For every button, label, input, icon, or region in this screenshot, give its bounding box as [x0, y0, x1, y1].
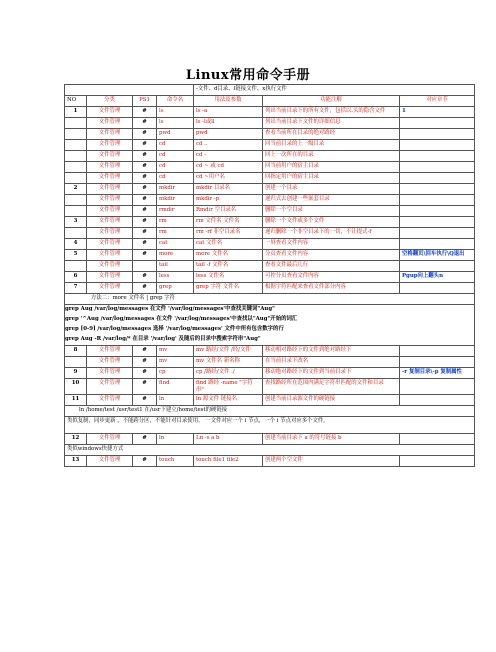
row-chapter — [400, 206, 475, 217]
row-category: 文件管理 — [87, 107, 133, 118]
row-usage: less 文件名 — [194, 272, 263, 283]
row-ps1: # — [133, 239, 157, 250]
row-command: find — [157, 379, 194, 395]
row-description: 列出当前目录下文件的详细信息 — [263, 118, 400, 129]
table-row — [65, 239, 475, 250]
hardlink-note: 类似复制，同步更新 ，不能跨分区，不能针对目录使用。 一文件对应一个 i 节点，一个 i 节点对应多个文件。 — [65, 417, 475, 434]
page-title: Linux常用命令手册 — [185, 68, 311, 83]
row-category: 文件管理 — [87, 140, 133, 151]
row-ps1: # — [133, 346, 157, 357]
row-description: 一屏查看文件内容 — [263, 239, 400, 250]
row-description: 移动绝对路经下的文件到当前目录下 — [263, 368, 400, 379]
row-ps1: # — [133, 357, 157, 368]
row-number: 5 — [65, 250, 87, 261]
row-ps1: # — [133, 129, 157, 140]
row-number — [65, 261, 87, 272]
row-usage: grep 字符 文件名 — [194, 283, 263, 294]
row-number — [65, 140, 87, 151]
row-chapter: -r 复制目录\-p 复制属性 — [400, 368, 475, 379]
row-description: 在当前目录下改名 — [263, 357, 400, 368]
table-row — [65, 456, 475, 467]
table-row — [65, 151, 475, 162]
row-ps1: # — [133, 272, 157, 283]
row-ps1: # — [133, 368, 157, 379]
row-category: 文件管理 — [87, 162, 133, 173]
row-description: 创建两个空文件 — [263, 456, 400, 467]
row-ps1: # — [133, 118, 157, 129]
windows-shortcut-note-row — [65, 445, 475, 456]
column-header: 命令名 — [157, 96, 194, 107]
row-chapter: 空格翻页\回车执行\Q退出 — [400, 250, 475, 261]
row-command: ls — [157, 118, 194, 129]
row-number — [65, 206, 87, 217]
table-row — [65, 395, 475, 406]
row-description: 创建当前目录源文件的硬链接 — [263, 395, 400, 406]
row-chapter — [400, 162, 475, 173]
row-number: 6 — [65, 272, 87, 283]
row-command: mv — [157, 346, 194, 357]
row-category: 文件管理 — [87, 184, 133, 195]
row-usage: cd ~ 或 cd — [194, 162, 263, 173]
row-chapter: Pgup向上翻头n — [400, 272, 475, 283]
row-ps1: # — [133, 456, 157, 467]
row-category: 文件管理 — [87, 206, 133, 217]
row-ps1: # — [133, 184, 157, 195]
row-usage: cat 文件名 — [194, 239, 263, 250]
column-header: NO — [65, 96, 87, 107]
column-header: 对应章节 — [400, 96, 475, 107]
row-usage: mv 路经/文件 /经/文件 — [194, 346, 263, 357]
row-command: cd — [157, 173, 194, 184]
row-chapter — [400, 195, 475, 206]
row-command: grep — [157, 283, 194, 294]
table-row — [65, 162, 475, 173]
row-number — [65, 228, 87, 239]
row-category: 文件管理 — [87, 261, 133, 272]
row-usage: ln 源文件 链接名 — [194, 395, 263, 406]
row-ps1: # — [133, 434, 157, 445]
row-chapter — [400, 357, 475, 368]
row-category: 文件管理 — [87, 217, 133, 228]
row-description: 回当前目录的上一级目录 — [263, 140, 400, 151]
table-row — [65, 368, 475, 379]
row-ps1: # — [133, 395, 157, 406]
row-command: less — [157, 272, 194, 283]
row-command: mkdir — [157, 184, 194, 195]
row-number — [65, 173, 87, 184]
row-description: 可控分页查看文件内容 — [263, 272, 400, 283]
row-number — [65, 129, 87, 140]
row-command: ln — [157, 434, 194, 445]
row-number: 7 — [65, 283, 87, 294]
table-row — [65, 357, 475, 368]
row-chapter — [400, 261, 475, 272]
table-row — [65, 250, 475, 261]
row-chapter — [400, 346, 475, 357]
row-description: 递归删除一个非空目录下的一切，不让提式-f — [263, 228, 400, 239]
row-ps1: # — [133, 107, 157, 118]
row-usage: tail -f 文件名 — [194, 261, 263, 272]
table-row — [65, 129, 475, 140]
column-header: PS1 — [133, 96, 157, 107]
row-chapter: 1 — [400, 107, 475, 118]
grep-example-row — [65, 315, 475, 325]
row-description: 回指定用户的宿主目录 — [263, 173, 400, 184]
row-description: 分页查看文件内容 — [263, 250, 400, 261]
row-number: 4 — [65, 239, 87, 250]
row-number: 9 — [65, 368, 87, 379]
windows-shortcut-note: 类似windows快捷方式 — [65, 445, 475, 456]
table-row — [65, 206, 475, 217]
row-number — [65, 151, 87, 162]
row-usage: rm -rf 非空目录名 — [194, 228, 263, 239]
row-category: 文件管理 — [87, 272, 133, 283]
method-two-note-row — [65, 294, 475, 305]
row-chapter — [400, 456, 475, 467]
row-chapter — [400, 217, 475, 228]
row-ps1 — [133, 261, 157, 272]
row-category: 文件管理 — [87, 151, 133, 162]
row-number: 12 — [65, 434, 87, 445]
row-usage: cd .. — [194, 140, 263, 151]
row-ps1: # — [133, 195, 157, 206]
grep-example-row — [65, 325, 475, 335]
row-usage: Ln -s a b — [194, 434, 263, 445]
column-header: 分类 — [87, 96, 133, 107]
row-category: 文件管理 — [87, 368, 133, 379]
row-command: ln — [157, 395, 194, 406]
row-command: more — [157, 250, 194, 261]
row-chapter — [400, 173, 475, 184]
row-chapter — [400, 129, 475, 140]
row-usage: find 路经 -name "字符串" — [194, 379, 263, 395]
row-chapter — [400, 239, 475, 250]
row-command: tail — [157, 261, 194, 272]
row-number: 1 — [65, 107, 87, 118]
legend-row — [65, 85, 475, 96]
column-header: 用法及参数 — [194, 96, 263, 107]
row-description: 删除一个文件或多个文件 — [263, 217, 400, 228]
row-usage: mkdir -p — [194, 195, 263, 206]
row-command: cd — [157, 140, 194, 151]
row-chapter — [400, 395, 475, 406]
row-usage: more 文件名 — [194, 250, 263, 261]
row-category: 文件管理 — [87, 346, 133, 357]
row-number: 10 — [65, 379, 87, 395]
row-ps1: # — [133, 379, 157, 395]
row-command: cd — [157, 162, 194, 173]
row-number — [65, 357, 87, 368]
command-table-wrapper — [64, 84, 474, 467]
row-description: 查看当前所在目录的绝对路经 — [263, 129, 400, 140]
row-chapter — [400, 283, 475, 294]
row-category: 文件管理 — [87, 357, 133, 368]
table-row — [65, 272, 475, 283]
row-command: rmdir — [157, 206, 194, 217]
row-category: 文件管理 — [87, 283, 133, 294]
row-description: 查看文件最后几行 — [263, 261, 400, 272]
row-number: 2 — [65, 184, 87, 195]
row-description: 回上一次所在的目录 — [263, 151, 400, 162]
row-category: 文件管理 — [87, 228, 133, 239]
grep-example: grep '^Aug /var/log/messages 在文件 '/var/log/messages'中查找以"Aug"开始的词汇 — [65, 315, 475, 325]
row-category: 文件管理 — [87, 434, 133, 445]
row-category: 文件管理 — [87, 129, 133, 140]
row-ps1: # — [133, 140, 157, 151]
grep-example-row — [65, 305, 475, 316]
row-ps1: # — [133, 217, 157, 228]
row-description: 创建当前目录下 a 的符号链接 b — [263, 434, 400, 445]
row-description: 创建一个目录 — [263, 184, 400, 195]
table-row — [65, 140, 475, 151]
row-category: 文件管理 — [87, 456, 133, 467]
row-ps1: # — [133, 162, 157, 173]
row-command: rm — [157, 228, 194, 239]
ln-example: ln /home/test /usr/test1 在/usr下建立/home/test的硬链接 — [65, 406, 475, 417]
row-usage: cp /路经/文件 ./ — [194, 368, 263, 379]
row-chapter — [400, 140, 475, 151]
row-command: cat — [157, 239, 194, 250]
row-category: 文件管理 — [87, 250, 133, 261]
row-usage: mv 文件名 新名称 — [194, 357, 263, 368]
row-usage: ls -l或ll — [194, 118, 263, 129]
row-description: 递归式去创建一些嵌套目录 — [263, 195, 400, 206]
table-row — [65, 379, 475, 395]
row-chapter — [400, 151, 475, 162]
row-number — [65, 118, 87, 129]
row-description: 回当前用户的宿主目录 — [263, 162, 400, 173]
row-usage: Rmdir 空目录名 — [194, 206, 263, 217]
row-category: 文件管理 — [87, 118, 133, 129]
row-command: mv — [157, 357, 194, 368]
row-command: cp — [157, 368, 194, 379]
row-category: 文件管理 — [87, 379, 133, 395]
table-row — [65, 107, 475, 118]
column-header: 功能注解 — [263, 96, 400, 107]
row-command: pwd — [157, 129, 194, 140]
row-description: 删除一个空目录 — [263, 206, 400, 217]
table-row — [65, 283, 475, 294]
method-two-note: 方法二：more 文件名 | grep 字符 — [65, 294, 475, 305]
grep-example: grep Aug /var/log/messages 在文件 '/var/log/messages'中查找关键词"Aug" — [65, 305, 475, 316]
table-row — [65, 173, 475, 184]
table-row — [65, 217, 475, 228]
row-description: 根据字符匹配来查看文件部分内容 — [263, 283, 400, 294]
row-number: 8 — [65, 346, 87, 357]
row-command: touch — [157, 456, 194, 467]
row-usage: pwd — [194, 129, 263, 140]
row-category: 文件管理 — [87, 239, 133, 250]
table-row — [65, 434, 475, 445]
row-chapter — [400, 228, 475, 239]
row-usage: cd ~用户名 — [194, 173, 263, 184]
row-chapter — [400, 379, 475, 395]
row-usage: cd - — [194, 151, 263, 162]
table-row — [65, 346, 475, 357]
row-number — [65, 162, 87, 173]
grep-example: grep [0-9] /var/log/messages 选择 '/var/log/messages' 文件中所有包含数字的行 — [65, 325, 475, 335]
grep-example-row — [65, 335, 475, 346]
header-row — [65, 96, 475, 107]
row-ps1: # — [133, 228, 157, 239]
row-chapter — [400, 118, 475, 129]
command-table — [64, 84, 475, 467]
row-category: 文件管理 — [87, 195, 133, 206]
row-ps1: # — [133, 173, 157, 184]
row-usage: touch file1 file2 — [194, 456, 263, 467]
table-row — [65, 184, 475, 195]
row-number: 11 — [65, 395, 87, 406]
row-ps1: # — [133, 206, 157, 217]
row-description: 移动相对路经下的文件到绝对路经下 — [263, 346, 400, 357]
row-number: 3 — [65, 217, 87, 228]
row-command: rm — [157, 217, 194, 228]
row-command: mkdir — [157, 195, 194, 206]
row-ps1: # — [133, 250, 157, 261]
table-row — [65, 118, 475, 129]
table-row — [65, 228, 475, 239]
row-usage: ls -a — [194, 107, 263, 118]
row-chapter — [400, 184, 475, 195]
row-number — [65, 195, 87, 206]
row-category: 文件管理 — [87, 395, 133, 406]
table-row — [65, 261, 475, 272]
legend-spacer — [65, 85, 194, 96]
hardlink-note-row — [65, 417, 475, 434]
row-ps1: # — [133, 283, 157, 294]
row-usage: mkdir 目录名 — [194, 184, 263, 195]
table-row — [65, 195, 475, 206]
row-chapter — [400, 434, 475, 445]
row-ps1: # — [133, 151, 157, 162]
legend-text: -文件、d目录、l链接文件、x执行文件 — [194, 85, 475, 96]
row-number: 13 — [65, 456, 87, 467]
grep-example: grep Aug -R /var/log/* 在目录 '/var/log' 及随后的目录中搜索字符串"Aug" — [65, 335, 475, 346]
row-command: ls — [157, 107, 194, 118]
row-usage: rm 文件名 文件名 — [194, 217, 263, 228]
ln-example-row — [65, 406, 475, 417]
row-command: cd — [157, 151, 194, 162]
row-category: 文件管理 — [87, 173, 133, 184]
command-table-body — [65, 85, 475, 467]
row-description: 列出当前目录下的所有文件，包括以.头的隐含文件 — [263, 107, 400, 118]
row-description: 查找路经所在范围内满足字符串匹配的文件和目录 — [263, 379, 400, 395]
